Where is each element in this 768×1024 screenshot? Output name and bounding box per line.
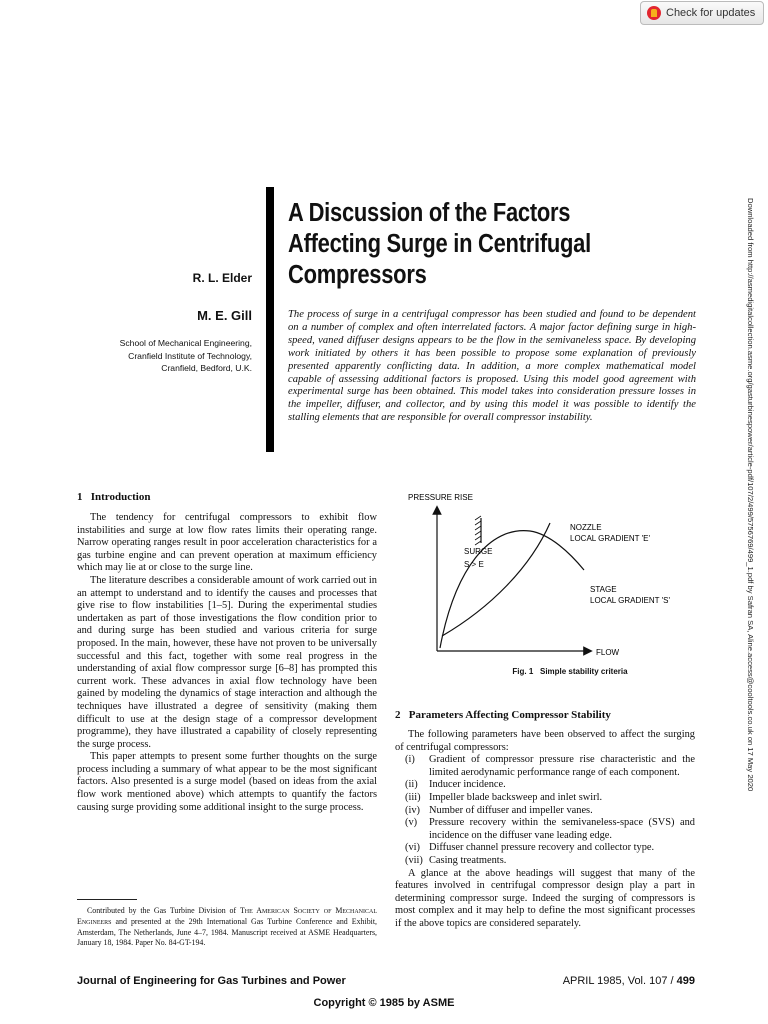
issue-info bbox=[480, 975, 695, 987]
author-gill: M. E. Gill bbox=[197, 308, 252, 323]
journal-name: Journal of Engineering for Gas Turbines and Power bbox=[77, 975, 346, 987]
surge-hatch bbox=[475, 516, 481, 545]
crossmark-icon bbox=[647, 6, 661, 20]
list-item-text: Pressure recovery within the semivaneless-space (SVS) and incidence on the diffuser vane leading edge. bbox=[429, 817, 695, 841]
y-axis-label: PRESSURE RISE bbox=[408, 493, 473, 502]
nozzle-characteristic-curve bbox=[442, 523, 550, 636]
paragraph: The tendency for centrifugal compressors to exhibit flow instabilities and surge at low flow rates limits their operating range. Narrow operating ranges result in poor acceleration characteristics for a gas turbine engine and can prevent operation at maximum efficiency which may lie at or close to the surge line. bbox=[77, 512, 377, 574]
list-item-text: Diffuser channel pressure recovery and collector type. bbox=[429, 842, 655, 854]
list-item-text: Impeller blade backsweep and inlet swirl. bbox=[429, 791, 603, 803]
list-item bbox=[395, 792, 695, 805]
copyright: Copyright © 1985 by ASME bbox=[313, 997, 455, 1009]
surge-label: SURGE bbox=[464, 547, 493, 556]
title-bar-rule bbox=[266, 187, 274, 452]
title-line-2: Affecting Surge in Centrifugal bbox=[288, 230, 591, 258]
footnote-text: and presented at the 29th International Gas Turbine Conference and Exhibit, Amsterdam, The Netherlands, June 4–7, 1984. Manuscript received at ASME Headquarters, January 18, 1984. Paper No. 84-GT-194. bbox=[77, 916, 377, 948]
footnote-society: The American Society of Mechanical Engineers bbox=[77, 906, 377, 926]
footnote bbox=[77, 906, 377, 949]
issue-text: APRIL 1985, Vol. 107 / bbox=[562, 975, 677, 987]
list-item-number: (vii) bbox=[405, 854, 423, 866]
list-item bbox=[395, 754, 695, 779]
right-column bbox=[395, 729, 695, 931]
paragraph: A glance at the above headings will suggest that many of the features involved in centrifugal compressor design play a part in determining compressor surge. Indeed the surging of compressors is most complex and it may help to define the most significant processes if the above topics are considered separately. bbox=[395, 867, 695, 929]
list-item-text: Gradient of compressor pressure rise characteristic and the limited aerodynamic performance range of each component. bbox=[429, 754, 695, 778]
paper-title bbox=[288, 198, 735, 291]
list-item bbox=[395, 779, 695, 792]
paragraph: This paper attempts to present some further thoughts on the surge process including a summary of what appear to be the most significant factors. Also presented is a surge model (based on ideas from the axial flow work mentioned above) which attempts to quantify the factors causing surge providing some additional insight to the surge process. bbox=[77, 751, 377, 813]
list-item bbox=[395, 805, 695, 818]
figure-1-diagram bbox=[400, 488, 740, 688]
affiliation-line: Cranfield Institute of Technology, bbox=[128, 350, 252, 361]
download-watermark-text: Downloaded from http://asmedigitalcollection.asme.org/gasturbinespower/article-pdf/107/2/499/5756769/499_1.pdf by Safran SA, Aline.access@cooltools.co.uk on 17 May 2020 bbox=[746, 198, 755, 792]
page-number: 499 bbox=[676, 975, 695, 987]
title-line-3: Compressors bbox=[288, 261, 427, 289]
author-elder: R. L. Elder bbox=[192, 271, 252, 285]
list-item bbox=[395, 842, 695, 855]
list-item-text: Inducer incidence. bbox=[429, 779, 506, 791]
list-item-number: (iii) bbox=[405, 791, 421, 803]
surge-condition-label: S > E bbox=[464, 560, 484, 569]
left-column bbox=[77, 512, 377, 814]
section-1-heading: 1 Introduction bbox=[77, 491, 151, 503]
parameter-list bbox=[395, 754, 695, 867]
footnote-text: Contributed by the Gas Turbine Division of bbox=[87, 906, 240, 915]
x-axis-label: FLOW bbox=[596, 648, 620, 657]
abstract: The process of surge in a centrifugal compressor has been studied and found to be dependent on a number of complex and often interrelated factors. A major factor defining surge in high-speed, vaned diffuser designs appears to be the flow in the semivaneless space. By developing work initiated by others it has been possible to propose some explanation of previously presented apparently conflicting data. In addition, a more complex mathematical model capable of assessing additional factors is proposed. Using this model good agreement with experimental surge has been obtained. This model takes into consideration pressure losses in the impeller, diffuser, and collector, and by using this model it was possible to identify the stalling elements that are responsible for overall compressor instability. bbox=[288, 309, 696, 424]
download-watermark bbox=[744, 198, 756, 792]
list-item-number: (ii) bbox=[405, 779, 418, 791]
list-item-number: (i) bbox=[405, 754, 415, 766]
stage-characteristic-curve bbox=[440, 531, 584, 648]
affiliation-line: School of Mechanical Engineering, bbox=[119, 338, 252, 348]
title-line-1: A Discussion of the Factors bbox=[288, 199, 571, 227]
paragraph: The following parameters have been observed to affect the surging of centrifugal compressors: bbox=[395, 729, 695, 753]
section-2-heading: 2 Parameters Affecting Compressor Stability bbox=[395, 709, 611, 721]
list-item-number: (vi) bbox=[405, 842, 421, 854]
list-item-text: Number of diffuser and impeller vanes. bbox=[429, 804, 593, 816]
list-item bbox=[395, 817, 695, 842]
list-item-number: (v) bbox=[405, 817, 418, 829]
affiliation bbox=[80, 337, 252, 375]
affiliation-line: Cranfield, Bedford, U.K. bbox=[161, 363, 252, 374]
list-item-text: Casing treatments. bbox=[429, 854, 507, 866]
nozzle-gradient-label: LOCAL GRADIENT 'E' bbox=[570, 534, 650, 543]
check-for-updates-button[interactable] bbox=[640, 1, 764, 25]
figure-1-caption: Fig. 1 Simple stability criteria bbox=[512, 667, 628, 676]
paragraph: The literature describes a considerable amount of work carried out in an attempt to understand and to identify the causes and processes that give rise to flow instabilities [1–5]. During the experimental studies undertaken as part of those investigations the flow condition prior to and during surge has been studied and various criteria for surge proposed. In the main, however, these have not proven to be universally successful and this fact, together with some real progress in the understanding of axial flow compressor surge [6–8] has prompted this current work. These advances in axial flow technology have been gained by modeling the dynamics of stage interaction and although the techniques have illustrated a degree of sensitivity (making them difficult to use at the design stage of a compressor development programme), they have illustrated a capability of closely representing the surge process. bbox=[77, 574, 377, 750]
list-item bbox=[395, 855, 695, 868]
list-item-number: (iv) bbox=[405, 804, 421, 816]
nozzle-label: NOZZLE bbox=[570, 523, 602, 532]
footnote-rule bbox=[77, 899, 137, 900]
stage-gradient-label: LOCAL GRADIENT 'S' bbox=[590, 596, 670, 605]
stage-label: STAGE bbox=[590, 585, 617, 594]
check-for-updates-label: Check for updates bbox=[666, 7, 756, 19]
